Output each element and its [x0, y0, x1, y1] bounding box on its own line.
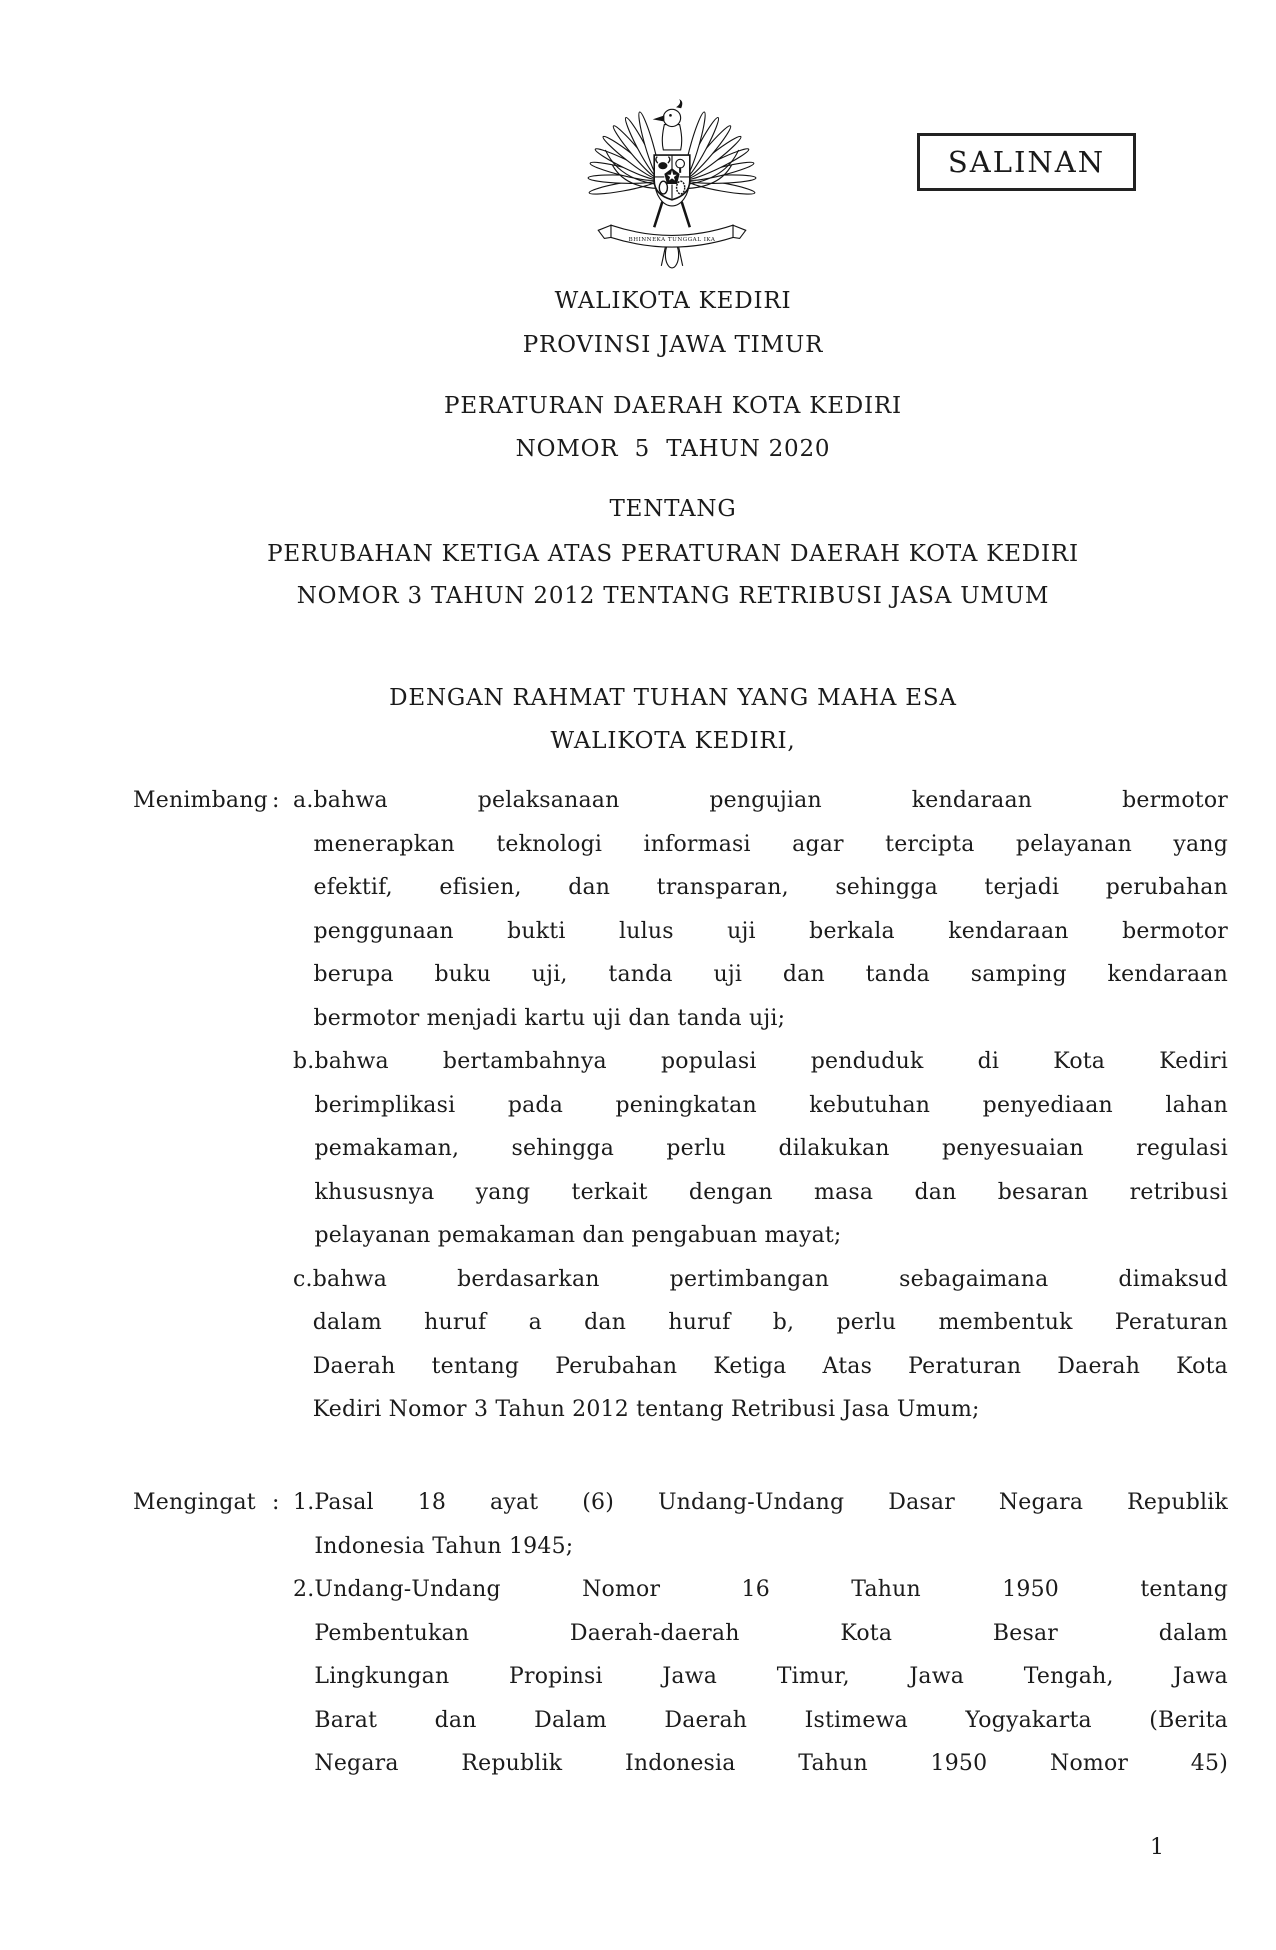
heading-subject-line2: NOMOR 3 TAHUN 2012 TENTANG RETRIBUSI JASA UMUM — [296, 583, 1050, 609]
list-item — [293, 1568, 1228, 1786]
text-line: berimplikasi pada peningkatan kebutuhan penyediaan lahan — [314, 1092, 1228, 1118]
list-item-lines — [314, 779, 1228, 1040]
text-line: dalam huruf a dan huruf b, perlu membentuk Peraturan — [312, 1310, 1228, 1335]
text-line: Undang-Undang Nomor 16 Tahun 1950 tentang — [314, 1577, 1228, 1602]
considerations-section — [133, 779, 1228, 1432]
legal-basis-items — [293, 1481, 1228, 1786]
heading-subject-line1: PERUBAHAN KETIGA ATAS PERATURAN DAERAH KOTA KEDIRI — [267, 541, 1079, 567]
list-item-marker: c. — [293, 1266, 313, 1292]
text-line: penggunaan bukti lulus uji berkala kendaraan bermotor — [313, 918, 1228, 944]
list-item — [293, 779, 1228, 1040]
considerations-items — [293, 779, 1228, 1432]
text-line: Pembentukan Daerah-daerah Kota Besar dalam — [314, 1620, 1228, 1646]
heading-invocation: DENGAN RAHMAT TUHAN YANG MAHA ESA — [389, 685, 957, 711]
list-item — [293, 1481, 1228, 1568]
list-item — [293, 1258, 1228, 1432]
text-line: pelayanan pemakaman dan pengabuan mayat; — [314, 1223, 842, 1248]
legal-basis-colon: : — [272, 1490, 280, 1515]
salinan-stamp-label: SALINAN — [947, 145, 1106, 179]
text-line: Kediri Nomor 3 Tahun 2012 tentang Retribusi Jasa Umum; — [312, 1397, 980, 1422]
heading-regulation-type: PERATURAN DAERAH KOTA KEDIRI — [444, 393, 902, 419]
salinan-stamp — [917, 133, 1136, 191]
text-line: menerapkan teknologi informasi agar tercipta pelayanan yang — [313, 831, 1228, 857]
list-item-marker: b. — [293, 1049, 315, 1074]
list-item-lines — [314, 1481, 1228, 1568]
list-item-lines — [314, 1040, 1228, 1258]
text-line: khususnya yang terkait dengan masa dan besaran retribusi — [314, 1179, 1228, 1205]
list-item — [293, 1040, 1228, 1258]
text-line: pemakaman, sehingga perlu dilakukan penyesuaian regulasi — [314, 1136, 1228, 1161]
text-line: Daerah tentang Perubahan Ketiga Atas Peraturan Daerah Kota — [312, 1353, 1228, 1379]
text-line: bahwa berdasarkan pertimbangan sebagaimana dimaksud — [312, 1266, 1228, 1292]
legal-basis-section — [133, 1481, 1228, 1786]
text-line: Lingkungan Propinsi Jawa Timur, Jawa Tengah, Jawa — [314, 1664, 1228, 1689]
list-item-marker: 1. — [293, 1490, 315, 1515]
considerations-label: Menimbang — [133, 788, 268, 813]
text-line: Indonesia Tahun 1945; — [314, 1533, 574, 1559]
heading-about-label: TENTANG — [609, 496, 737, 522]
list-item-marker: 2. — [293, 1577, 315, 1602]
text-line: Pasal 18 ayat (6) Undang-Undang Dasar Negara Republik — [314, 1490, 1228, 1515]
heading-authority: WALIKOTA KEDIRI, — [550, 728, 796, 754]
emblem-motto-text: BHINNEKA TUNGGAL IKA — [628, 236, 716, 243]
text-line: bahwa pelaksanaan pengujian kendaraan bermotor — [313, 788, 1228, 813]
heading-office: WALIKOTA KEDIRI — [554, 288, 792, 314]
considerations-colon: : — [272, 788, 280, 813]
text-line: Negara Republik Indonesia Tahun 1950 Nomor 45) — [314, 1751, 1228, 1776]
garuda-pancasila-emblem — [583, 94, 761, 272]
text-line: efektif, efisien, dan transparan, sehingga terjadi perubahan — [313, 875, 1228, 900]
page-number: 1 — [1150, 1835, 1164, 1860]
list-item-marker: a. — [293, 788, 314, 813]
legal-basis-label: Mengingat — [133, 1490, 256, 1515]
text-line: Barat dan Dalam Daerah Istimewa Yogyakarta (Berita — [314, 1707, 1228, 1733]
heading-province: PROVINSI JAWA TIMUR — [522, 332, 824, 358]
heading-regulation-number: NOMOR 5 TAHUN 2020 — [515, 436, 831, 462]
list-item-lines — [314, 1568, 1228, 1786]
text-line: berupa buku uji, tanda uji dan tanda samping kendaraan — [313, 962, 1228, 987]
text-line: bermotor menjadi kartu uji dan tanda uji; — [313, 1005, 786, 1031]
list-item-lines — [313, 1258, 1228, 1432]
text-line: bahwa bertambahnya populasi penduduk di Kota Kediri — [314, 1049, 1228, 1074]
